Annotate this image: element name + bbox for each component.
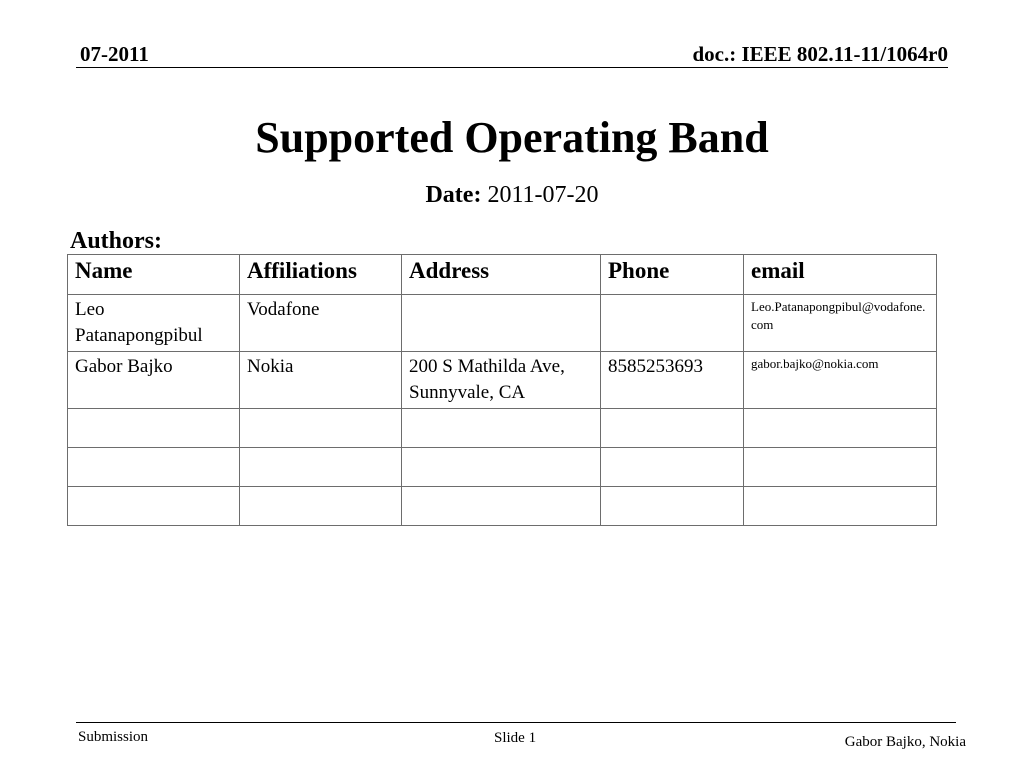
author-affiliation-cell: Vodafone — [240, 295, 402, 352]
table-header-row — [68, 255, 937, 295]
authors-heading: Authors: — [70, 228, 163, 254]
footer-author: Gabor Bajko, Nokia — [844, 734, 966, 750]
author-name-cell: Leo Patanapongpibul — [68, 295, 240, 352]
header-doc-id: doc.: IEEE 802.11-11/1064r0 — [692, 42, 948, 66]
author-affiliation-cell — [240, 409, 402, 448]
author-affiliation-cell — [240, 448, 402, 487]
author-email-cell — [744, 448, 937, 487]
column-header-address: Address — [402, 255, 601, 295]
author-phone-cell: 8585253693 — [601, 352, 744, 409]
footer-submission: Submission — [78, 729, 149, 745]
authors-table — [67, 254, 937, 526]
slide-title: Supported Operating Band — [255, 113, 769, 162]
date-label: Date: — [425, 182, 482, 208]
author-phone-cell — [601, 295, 744, 352]
table-row — [68, 409, 937, 448]
table-row — [68, 487, 937, 526]
author-affiliation-cell: Nokia — [240, 352, 402, 409]
author-affiliation-cell — [240, 487, 402, 526]
header-date-code: 07-2011 — [80, 42, 149, 66]
author-name-cell: Gabor Bajko — [68, 352, 240, 409]
author-phone-cell — [601, 487, 744, 526]
author-email-cell — [744, 487, 937, 526]
column-header-name: Name — [68, 255, 240, 295]
footer-divider — [76, 722, 956, 723]
author-email-cell: gabor.bajko@nokia.com — [744, 352, 937, 409]
slide-date — [0, 180, 1024, 210]
author-address-cell — [402, 487, 601, 526]
author-email-cell — [744, 409, 937, 448]
header-divider — [76, 67, 948, 68]
footer-slide-number: Slide 1 — [494, 730, 537, 746]
column-header-phone: Phone — [601, 255, 744, 295]
author-name-cell — [68, 448, 240, 487]
column-header-email: email — [744, 255, 937, 295]
author-address-cell — [402, 448, 601, 487]
table-row — [68, 448, 937, 487]
author-phone-cell — [601, 448, 744, 487]
table-row — [68, 352, 937, 409]
author-phone-cell — [601, 409, 744, 448]
author-address-cell: 200 S Mathilda Ave, Sunnyvale, CA — [402, 352, 601, 409]
author-name-cell — [68, 487, 240, 526]
author-name-cell — [68, 409, 240, 448]
author-address-cell — [402, 295, 601, 352]
author-email-cell: Leo.Patanapongpibul@vodafone.com — [744, 295, 937, 352]
author-address-cell — [402, 409, 601, 448]
table-row — [68, 295, 937, 352]
date-value: 2011-07-20 — [487, 182, 599, 208]
column-header-affiliations: Affiliations — [240, 255, 402, 295]
